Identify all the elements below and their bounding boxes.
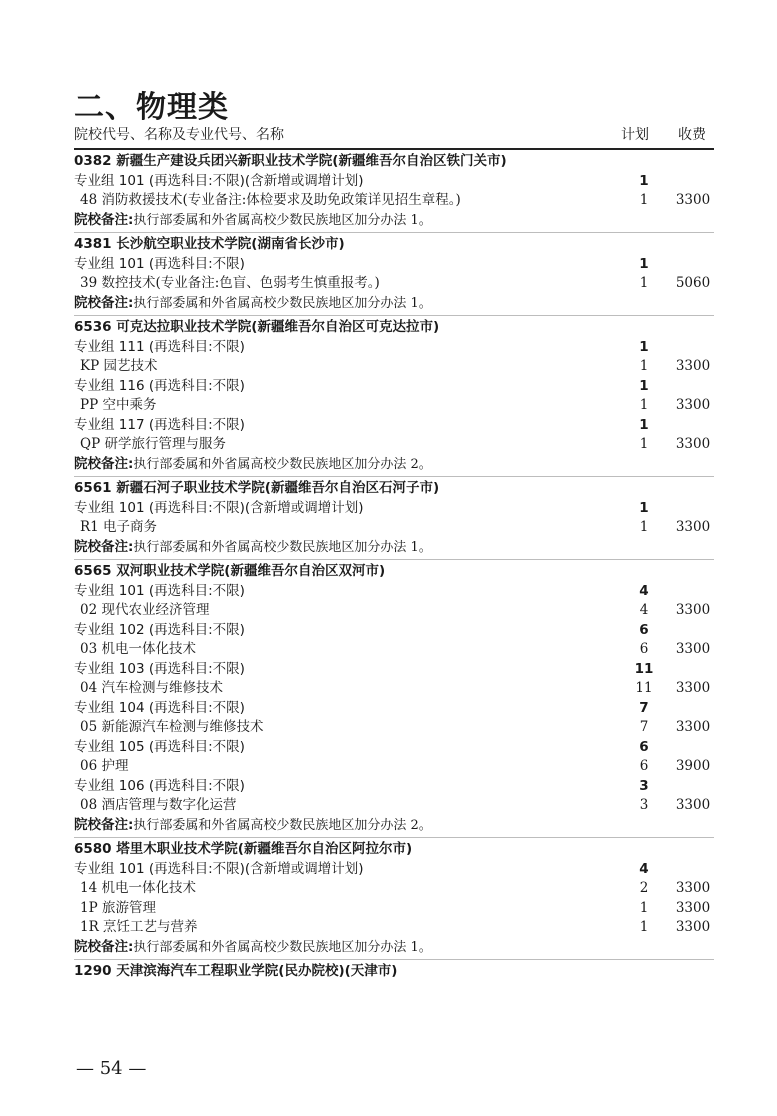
tuition-fee: 3300 — [675, 519, 711, 535]
plan-count: 1 — [639, 416, 649, 433]
tuition-fee: 3300 — [675, 880, 711, 896]
tuition-fee: 3300 — [675, 397, 711, 413]
plan-count: 2 — [639, 880, 649, 896]
major-name: 08 酒店管理与数字化运营 — [80, 797, 237, 813]
school-list — [74, 152, 714, 986]
major-name: 04 汽车检测与维修技术 — [80, 680, 223, 696]
plan-count: 6 — [639, 641, 649, 657]
major-name: 48 消防救援技术(专业备注:体检要求及助免政策详见招生章程。) — [80, 192, 461, 208]
major-name: KP 园艺技术 — [80, 358, 158, 374]
remark-label: 院校备注: — [74, 538, 134, 555]
school-name: 4381 长沙航空职业技术学院(湖南省长沙市) — [74, 236, 345, 252]
school-remark — [74, 538, 714, 558]
plan-count: 1 — [639, 358, 649, 374]
major-group-row — [74, 255, 714, 275]
major-group-row — [74, 621, 714, 641]
tuition-fee: 3300 — [675, 719, 711, 735]
tuition-fee: 3900 — [675, 758, 711, 774]
remark-text: 执行部委属和外省属高校少数民族地区加分办法 1。 — [133, 295, 432, 311]
major-group-row — [74, 699, 714, 719]
major-name: 14 机电一体化技术 — [80, 880, 196, 896]
school-name: 6565 双河职业技术学院(新疆维吾尔自治区双河市) — [74, 563, 386, 579]
section-title: 二、物理类 — [74, 90, 229, 125]
plan-count: 6 — [639, 738, 649, 755]
school-name: 1290 天津滨海汽车工程职业学院(民办院校)(天津市) — [74, 963, 398, 979]
tuition-fee: 5060 — [675, 275, 711, 291]
plan-count: 1 — [639, 899, 649, 916]
major-row — [74, 918, 714, 938]
tuition-fee: 3300 — [675, 436, 711, 452]
school-name: 6580 塔里木职业技术学院(新疆维吾尔自治区阿拉尔市) — [74, 841, 413, 857]
tuition-fee: 3300 — [675, 797, 711, 813]
major-row — [74, 899, 714, 919]
major-name: 1P 旅游管理 — [80, 899, 156, 916]
major-row — [74, 274, 714, 294]
major-name: 05 新能源汽车检测与维修技术 — [80, 719, 264, 735]
remark-label: 院校备注: — [74, 211, 134, 228]
tuition-fee: 3300 — [675, 602, 711, 618]
group-label: 专业组 116 (再选科目:不限) — [74, 377, 245, 394]
remark-label: 院校备注: — [74, 938, 134, 955]
major-group-row — [74, 377, 714, 397]
plan-count: 6 — [639, 758, 649, 774]
plan-count: 1 — [639, 519, 649, 535]
major-name: R1 电子商务 — [80, 519, 158, 535]
major-row — [74, 518, 714, 538]
plan-count: 11 — [634, 660, 654, 677]
school-block — [74, 235, 714, 316]
plan-count: 1 — [639, 192, 649, 208]
remark-label: 院校备注: — [74, 455, 134, 472]
plan-count: 1 — [639, 397, 649, 413]
header-plan-column: 计划 — [621, 127, 649, 143]
plan-count: 1 — [639, 377, 649, 394]
major-name: 03 机电一体化技术 — [80, 641, 196, 657]
group-label: 专业组 105 (再选科目:不限) — [74, 738, 245, 755]
remark-text: 执行部委属和外省属高校少数民族地区加分办法 1。 — [133, 212, 432, 228]
group-label: 专业组 101 (再选科目:不限)(含新增或调增计划) — [74, 860, 364, 877]
school-remark — [74, 938, 714, 958]
plan-count: 1 — [639, 499, 649, 516]
plan-count: 7 — [639, 719, 649, 735]
school-name: 6536 可克达拉职业技术学院(新疆维吾尔自治区可克达拉市) — [74, 319, 440, 335]
table-header — [74, 124, 714, 146]
school-block — [74, 840, 714, 960]
major-group-row — [74, 660, 714, 680]
major-group-row — [74, 338, 714, 358]
major-row — [74, 796, 714, 816]
major-group-row — [74, 860, 714, 880]
header-divider — [74, 148, 714, 150]
group-label: 专业组 106 (再选科目:不限) — [74, 777, 245, 794]
group-label: 专业组 101 (再选科目:不限)(含新增或调增计划) — [74, 499, 364, 516]
major-name: PP 空中乘务 — [80, 397, 157, 413]
major-name: 02 现代农业经济管理 — [80, 602, 210, 618]
major-group-row — [74, 777, 714, 797]
plan-count: 1 — [639, 275, 649, 291]
remark-text: 执行部委属和外省属高校少数民族地区加分办法 1。 — [133, 539, 432, 555]
header-fee-column: 收费 — [678, 127, 706, 143]
major-group-row — [74, 582, 714, 602]
plan-count: 3 — [639, 797, 649, 813]
plan-count: 1 — [639, 919, 649, 935]
plan-count: 11 — [635, 680, 653, 696]
major-row — [74, 601, 714, 621]
school-remark — [74, 211, 714, 231]
major-row — [74, 679, 714, 699]
plan-count: 7 — [639, 699, 649, 716]
tuition-fee: 3300 — [675, 919, 711, 935]
remark-text: 执行部委属和外省属高校少数民族地区加分办法 2。 — [133, 817, 432, 833]
plan-count: 3 — [639, 777, 649, 794]
major-name: 06 护理 — [80, 758, 129, 774]
major-row — [74, 718, 714, 738]
group-label: 专业组 102 (再选科目:不限) — [74, 621, 245, 638]
school-remark — [74, 294, 714, 314]
header-name-column: 院校代号、名称及专业代号、名称 — [74, 127, 284, 143]
major-row — [74, 191, 714, 211]
school-name: 0382 新疆生产建设兵团兴新职业技术学院(新疆维吾尔自治区铁门关市) — [74, 153, 507, 169]
major-group-row — [74, 499, 714, 519]
school-remark — [74, 455, 714, 475]
major-group-row — [74, 172, 714, 192]
remark-text: 执行部委属和外省属高校少数民族地区加分办法 1。 — [133, 939, 432, 955]
remark-label: 院校备注: — [74, 294, 134, 311]
school-remark — [74, 816, 714, 836]
plan-count: 6 — [639, 621, 649, 638]
tuition-fee: 3300 — [675, 899, 711, 916]
tuition-fee: 3300 — [675, 192, 711, 208]
school-block — [74, 318, 714, 477]
school-block — [74, 152, 714, 233]
plan-count: 1 — [639, 172, 649, 189]
plan-count: 1 — [639, 338, 649, 355]
tuition-fee: 3300 — [675, 358, 711, 374]
school-block — [74, 479, 714, 560]
tuition-fee: 3300 — [675, 641, 711, 657]
page-number: — 54 — — [76, 1058, 147, 1079]
plan-count: 1 — [639, 436, 649, 452]
remark-label: 院校备注: — [74, 816, 134, 833]
major-group-row — [74, 416, 714, 436]
school-name: 6561 新疆石河子职业技术学院(新疆维吾尔自治区石河子市) — [74, 480, 440, 496]
group-label: 专业组 101 (再选科目:不限) — [74, 582, 245, 599]
plan-count: 1 — [639, 255, 649, 272]
major-row — [74, 357, 714, 377]
plan-count: 4 — [639, 582, 649, 599]
major-row — [74, 435, 714, 455]
group-label: 专业组 104 (再选科目:不限) — [74, 699, 245, 716]
remark-text: 执行部委属和外省属高校少数民族地区加分办法 2。 — [133, 456, 432, 472]
tuition-fee: 3300 — [675, 680, 711, 696]
plan-count: 4 — [639, 860, 649, 877]
group-label: 专业组 101 (再选科目:不限)(含新增或调增计划) — [74, 172, 364, 189]
group-label: 专业组 117 (再选科目:不限) — [74, 416, 245, 433]
major-name: 1R 烹饪工艺与营养 — [80, 919, 198, 935]
group-label: 专业组 101 (再选科目:不限) — [74, 255, 245, 272]
group-label: 专业组 103 (再选科目:不限) — [74, 660, 245, 677]
major-row — [74, 757, 714, 777]
major-row — [74, 396, 714, 416]
major-row — [74, 879, 714, 899]
plan-count: 4 — [639, 602, 649, 618]
school-block — [74, 562, 714, 838]
major-name: QP 研学旅行管理与服务 — [80, 436, 226, 452]
major-row — [74, 640, 714, 660]
major-group-row — [74, 738, 714, 758]
group-label: 专业组 111 (再选科目:不限) — [74, 338, 245, 355]
major-name: 39 数控技术(专业备注:色盲、色弱考生慎重报考。) — [80, 275, 380, 291]
school-block — [74, 962, 714, 984]
